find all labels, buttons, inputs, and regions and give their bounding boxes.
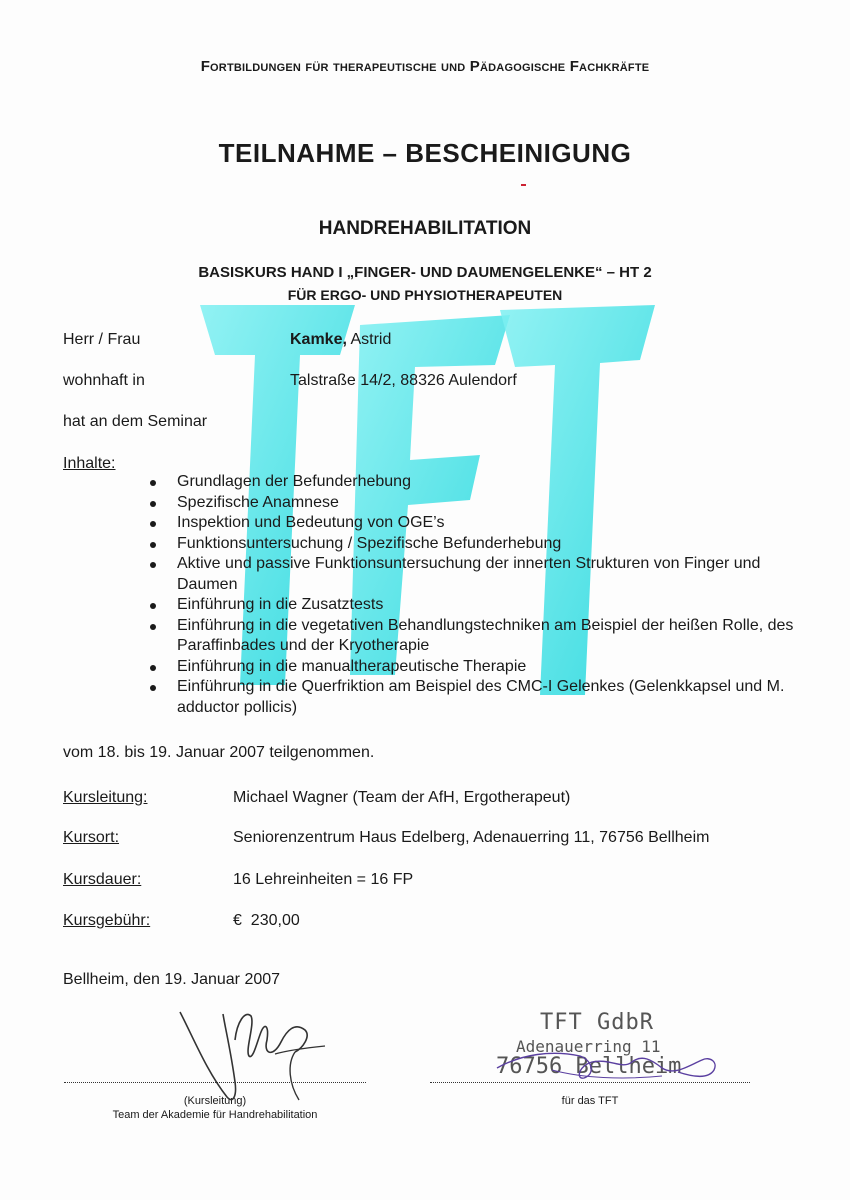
- participant-address: Talstraße 14/2, 88326 Aulendorf: [290, 372, 517, 389]
- fee-amount: 230,00: [250, 912, 300, 929]
- list-item-text: Grundlagen der Befunderhebung: [177, 473, 411, 490]
- contents-heading: Inhalte:: [63, 455, 116, 472]
- location-value: Seniorenzentrum Haus Edelberg, Adenauerring 11, 76756 Bellheim: [233, 829, 710, 846]
- list-item: [150, 616, 810, 657]
- participant-name: [290, 331, 391, 349]
- list-item-text: Einführung in die vegetativen Behandlungstechniken am Beispiel der heißen Rolle, des Paraffinbades und der Kryotherapie: [177, 616, 794, 654]
- organization-header: Fortbildungen für therapeutische und Pädagogische Fachkräfte: [200, 58, 650, 75]
- list-item: [150, 595, 810, 616]
- stamp-company: TFT GdbR: [540, 1010, 654, 1035]
- stamp-city: 76756 Bellheim: [496, 1054, 682, 1079]
- place-and-date: Bellheim, den 19. Januar 2007: [63, 971, 281, 988]
- participation-dates: vom 18. bis 19. Januar 2007 teilgenommen.: [63, 744, 375, 761]
- list-item-text: Inspektion und Bedeutung von OGE’s: [177, 514, 445, 531]
- bullet-icon: [150, 542, 156, 548]
- bullet-icon: [150, 665, 156, 671]
- course-target-group: FÜR ERGO- UND PHYSIOTHERAPEUTEN: [287, 287, 563, 303]
- ink-mark: [521, 184, 526, 186]
- bullet-icon: [150, 501, 156, 507]
- list-item-text: Einführung in die Querfriktion am Beispiel des CMC-I Gelenkes (Gelenkkapsel und M. adductor pollicis): [177, 678, 785, 716]
- list-item: [150, 677, 810, 718]
- bullet-icon: [150, 521, 156, 527]
- list-item-text: Funktionsuntersuchung / Spezifische Befunderhebung: [177, 534, 562, 552]
- list-item: [150, 657, 810, 678]
- list-item: [150, 513, 810, 534]
- list-item: [150, 493, 810, 514]
- residence-label: wohnhaft in: [63, 372, 145, 389]
- bullet-icon: [150, 603, 156, 609]
- list-item-text: Einführung in die Zusatztests: [177, 596, 384, 613]
- signature-caption-org: Team der Akademie für Handrehabilitation: [112, 1109, 318, 1121]
- salutation-label: Herr / Frau: [63, 331, 141, 348]
- leader-value: Michael Wagner (Team der AfH, Ergotherapeut): [233, 789, 571, 806]
- participant-first-name: Astrid: [350, 331, 392, 348]
- leader-label: Kursleitung:: [63, 789, 148, 806]
- bullet-icon: [150, 624, 156, 630]
- list-item-text: Aktive und passive Funktionsuntersuchung der innerten Strukturen von Finger und Daumen: [177, 555, 761, 593]
- list-item: [150, 472, 810, 493]
- bullet-icon: [150, 480, 156, 486]
- document-title: TEILNAHME – BESCHEINIGUNG: [218, 138, 632, 168]
- signature-caption-right: für das TFT: [561, 1095, 619, 1107]
- currency-symbol: €: [233, 912, 242, 929]
- handwritten-signature-right: [492, 1040, 722, 1090]
- stamp-street: Adenauerring 11: [516, 1037, 661, 1056]
- list-item: [150, 554, 810, 595]
- fee-label: Kursgebühr:: [63, 912, 151, 929]
- fee-value: [233, 912, 300, 930]
- bullet-icon: [150, 562, 156, 568]
- seminar-label: hat an dem Seminar: [63, 413, 208, 430]
- handwritten-signature-left: [165, 992, 345, 1112]
- list-item-text: Einführung in die manualtherapeutische Therapie: [177, 657, 527, 675]
- contents-list: [150, 472, 810, 718]
- bullet-icon: [150, 685, 156, 691]
- duration-value: 16 Lehreinheiten = 16 FP: [233, 871, 414, 888]
- list-item-text: Spezifische Anamnese: [177, 493, 339, 511]
- signature-caption-role: (Kursleitung): [183, 1095, 247, 1107]
- course-name: BASISKURS HAND I „FINGER- UND DAUMENGELENKE“ – HT 2: [198, 264, 652, 281]
- course-subject: HANDREHABILITATION: [318, 218, 532, 239]
- list-item: [150, 534, 810, 555]
- duration-label: Kursdauer:: [63, 871, 142, 888]
- participant-last-name: Kamke,: [290, 331, 347, 348]
- location-label: Kursort:: [63, 829, 120, 846]
